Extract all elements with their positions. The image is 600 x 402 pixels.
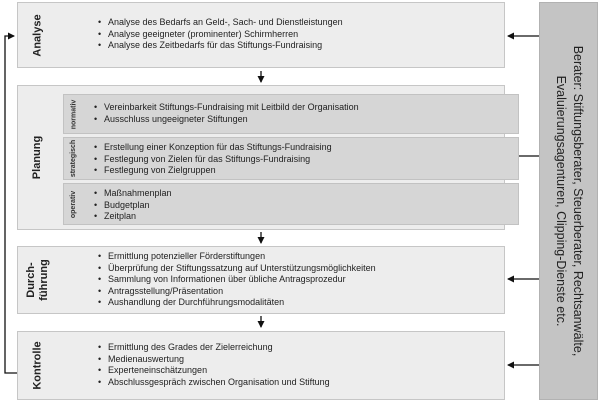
list-item: • Abschlussgespräch zwischen Organisation und Stiftung <box>96 377 330 389</box>
list-item: • Medienauswertung <box>96 354 330 366</box>
phase-title-durchfuehrung: Durch- führung <box>25 259 51 301</box>
phase-kontrolle <box>17 331 505 400</box>
advisors-text: Berater: Stiftungsberater, Steuerberater, Rechtsanwälte, Evaluierungsagenturen, Clipping-Dienste etc. <box>553 45 585 357</box>
feedback-loop-line <box>5 36 17 373</box>
phase-label-planung <box>18 86 58 229</box>
phase-analyse <box>17 2 505 68</box>
advisors-panel <box>539 2 598 400</box>
list-item: • Festlegung von Zielen für das Stiftungs-Fundraising <box>92 154 332 166</box>
phase-planung <box>17 85 505 230</box>
list-item: • Experteneinschätzungen <box>96 365 330 377</box>
list-item: • Ausschluss ungeeigneter Stiftungen <box>92 114 359 126</box>
subsection-strategisch <box>63 137 519 180</box>
list-item: • Analyse des Bedarfs an Geld-, Sach- und Dienstleistungen <box>96 17 343 29</box>
phase-label-durchfuehrung <box>18 247 58 313</box>
list-item: • Aushandlung der Durchführungsmodalitäten <box>96 297 376 309</box>
phase-label-kontrolle <box>18 332 58 399</box>
kontrolle-list <box>96 342 330 388</box>
list-item: • Vereinbarkeit Stiftungs-Fundraising mit Leitbild der Organisation <box>92 102 359 114</box>
list-item: • Maßnahmenplan <box>92 188 172 200</box>
subsection-operativ <box>63 183 519 225</box>
phase-title-planung: Planung <box>31 135 44 180</box>
phase-label-analyse <box>18 3 58 67</box>
subsection-normativ <box>63 94 519 134</box>
phase-title-analyse: Analyse <box>31 13 44 57</box>
list-item: • Erstellung einer Konzeption für das Stiftungs-Fundraising <box>92 142 332 154</box>
analyse-list <box>96 17 343 52</box>
list-item: • Zeitplan <box>92 211 172 223</box>
subsection-label-normativ: normativ <box>70 99 78 129</box>
list-item: • Analyse geeigneter (prominenter) Schirmherren <box>96 29 343 41</box>
normativ-list <box>92 102 359 125</box>
list-item: • Sammlung von Informationen über übliche Antragsprozedur <box>96 274 376 286</box>
list-item: • Antragsstellung/Präsentation <box>96 286 376 298</box>
list-item: • Ermittlung potenzieller Förderstiftungen <box>96 251 376 263</box>
phase-durchfuehrung <box>17 246 505 314</box>
list-item: • Festlegung von Zielgruppen <box>92 165 332 177</box>
phase-title-kontrolle: Kontrolle <box>31 341 44 390</box>
subsection-label-operativ: operativ <box>70 190 78 218</box>
list-item: • Überprüfung der Stiftungssatzung auf Unterstützungsmöglichkeiten <box>96 263 376 275</box>
durchfuehrung-list <box>96 251 376 309</box>
subsection-label-strategisch: strategisch <box>70 139 78 178</box>
operativ-list <box>92 188 172 223</box>
strategisch-list <box>92 142 332 177</box>
list-item: • Ermittlung des Grades der Zielerreichung <box>96 342 330 354</box>
list-item: • Analyse des Zeitbedarfs für das Stiftungs-Fundraising <box>96 40 343 52</box>
list-item: • Budgetplan <box>92 200 172 212</box>
